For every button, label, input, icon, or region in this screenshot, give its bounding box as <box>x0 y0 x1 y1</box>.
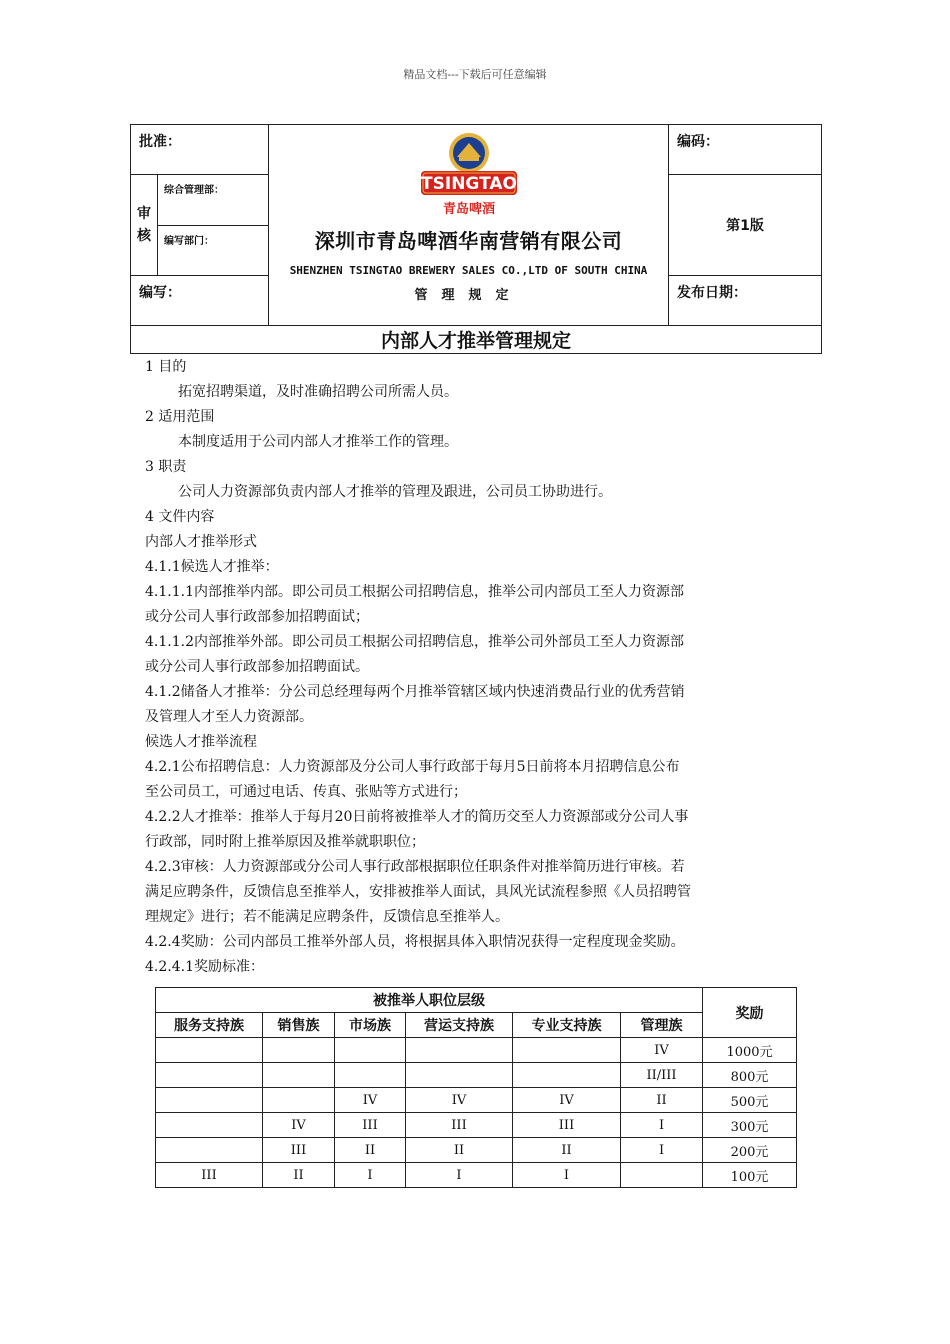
reward-amount-cell: 500元 <box>703 1088 797 1113</box>
column-header: 专业支持族 <box>513 1013 621 1038</box>
paragraph-4-2-3-b: 满足应聘条件，反馈信息至推举人，安排被推举人面试，具风光试流程参照《人员招聘管 <box>145 884 691 900</box>
regulation-label: 管理规定 <box>414 288 523 303</box>
table-row <box>156 1088 797 1113</box>
review-label: 审核 <box>131 175 158 276</box>
section-3-heading: 3 职责 <box>145 459 187 475</box>
table-cell <box>513 1063 621 1088</box>
reward-amount-cell: 100元 <box>703 1163 797 1188</box>
table-cell <box>335 1063 406 1088</box>
logo-text: TSINGTAO <box>420 174 517 194</box>
paragraph-4-1-1-2-a: 4.1.1.2内部推举外部。即公司员工根据公司招聘信息，推举公司外部员工至人力资源部 <box>145 634 684 650</box>
table-cell: IV <box>513 1088 621 1113</box>
table-cell: II <box>263 1163 335 1188</box>
table-cell: II <box>335 1138 406 1163</box>
table-row <box>156 1063 797 1088</box>
reward-amount-cell: 300元 <box>703 1113 797 1138</box>
table-row <box>156 1038 797 1063</box>
table-cell: II <box>513 1138 621 1163</box>
version-label: 第1版 <box>669 175 822 276</box>
section-4-heading: 4 文件内容 <box>145 509 215 525</box>
review-sub1: 综合管理部： <box>158 175 269 226</box>
table-cell: III <box>156 1163 263 1188</box>
table-cell <box>513 1038 621 1063</box>
table-cell <box>335 1038 406 1063</box>
table-cell: I <box>621 1113 703 1138</box>
company-name-en: SHENZHEN TSINGTAO BREWERY SALES CO.,LTD OF SOUTH CHINA <box>289 264 648 277</box>
code-label: 编码： <box>677 134 719 150</box>
table-cell: I <box>406 1163 513 1188</box>
table-cell <box>263 1063 335 1088</box>
company-name-cn: 深圳市青岛啤酒华南营销有限公司 <box>314 229 623 253</box>
publish-cell <box>669 276 822 326</box>
table-cell: I <box>621 1138 703 1163</box>
table-cell <box>156 1038 263 1063</box>
approve-label: 批准： <box>139 134 181 150</box>
table-row <box>156 1163 797 1188</box>
table-cell: II <box>406 1138 513 1163</box>
table-cell <box>406 1063 513 1088</box>
approve-cell <box>131 125 269 175</box>
table-cell: I <box>335 1163 406 1188</box>
reward-group-header: 被推举人职位层级 <box>156 988 703 1013</box>
table-cell <box>156 1088 263 1113</box>
paragraph-4-1-1-1-a: 4.1.1.1内部推举内部。即公司员工根据公司招聘信息，推举公司内部员工至人力资源部 <box>145 584 684 600</box>
column-header: 市场族 <box>335 1013 406 1038</box>
publish-label: 发布日期： <box>677 285 747 301</box>
column-header: 服务支持族 <box>156 1013 263 1038</box>
table-cell <box>156 1063 263 1088</box>
paragraph-4-2-3-c: 理规定》进行；若不能满足应聘条件，反馈信息至推举人。 <box>145 909 509 925</box>
column-header: 营运支持族 <box>406 1013 513 1038</box>
table-cell <box>406 1038 513 1063</box>
company-cell <box>269 125 669 326</box>
paragraph-process: 候选人才推举流程 <box>145 734 257 750</box>
paragraph-4-2-2-a: 4.2.2人才推举：推举人于每月20日前将被推举人才的简历交至人力资源部或分公司人事 <box>145 809 689 825</box>
section-3-text: 公司人力资源部负责内部人才推举的管理及跟进，公司员工协助进行。 <box>178 484 612 500</box>
code-cell <box>669 125 822 175</box>
table-cell: III <box>513 1113 621 1138</box>
reward-amount-cell: 200元 <box>703 1138 797 1163</box>
table-cell <box>156 1113 263 1138</box>
paragraph-4-2-1-a: 4.2.1公布招聘信息：人力资源部及分公司人事行政部于每月5日前将本月招聘信息公布 <box>145 759 680 775</box>
paragraph-4-1-2-b: 及管理人才至人力资源部。 <box>145 709 313 725</box>
table-cell <box>263 1088 335 1113</box>
table-cell: IV <box>406 1088 513 1113</box>
table-cell <box>263 1038 335 1063</box>
paragraph-4-2-4: 4.2.4奖励：公司内部员工推举外部人员，将根据具体入职情况获得一定程度现金奖励。 <box>145 934 685 950</box>
table-row <box>156 1113 797 1138</box>
tsingtao-logo-icon <box>419 131 519 219</box>
table-cell <box>621 1163 703 1188</box>
reward-header: 奖励 <box>703 988 797 1038</box>
document-body <box>145 355 810 980</box>
column-header: 管理族 <box>621 1013 703 1038</box>
table-cell <box>156 1138 263 1163</box>
review-sub2: 编写部门： <box>158 226 269 276</box>
paragraph-4-1-1-1-b: 或分公司人事行政部参加招聘面试； <box>145 609 369 625</box>
logo-cn-text: 青岛啤酒 <box>442 202 495 217</box>
section-2-text: 本制度适用于公司内部人才推举工作的管理。 <box>178 434 458 450</box>
paragraph-4-1-1-2-b: 或分公司人事行政部参加招聘面试。 <box>145 659 369 675</box>
paragraph-4-2-4-1: 4.2.4.1奖励标准： <box>145 959 264 975</box>
tsingtao-logo <box>419 131 519 219</box>
document-title: 内部人才推举管理规定 <box>131 326 822 354</box>
reward-table <box>155 987 797 1188</box>
paragraph-4-2-2-b: 行政部，同时附上推举原因及推举就职职位； <box>145 834 425 850</box>
paragraph-4-1-2-a: 4.1.2储备人才推举：分公司总经理每两个月推举管辖区域内快速消费品行业的优秀营销 <box>145 684 685 700</box>
paragraph-4-2-1-b: 至公司员工，可通过电话、传真、张贴等方式进行； <box>145 784 467 800</box>
paragraph-recommend-form: 内部人才推举形式 <box>145 534 257 550</box>
paragraph-4-2-3-a: 4.2.3审核：人力资源部或分公司人事行政部根据职位任职条件对推举简历进行审核。若 <box>145 859 685 875</box>
table-cell: II/III <box>621 1063 703 1088</box>
table-cell: III <box>335 1113 406 1138</box>
section-2-heading: 2 适用范围 <box>145 409 215 425</box>
paragraph-4-1-1: 4.1.1候选人才推举： <box>145 559 279 575</box>
document-header-table <box>130 124 822 354</box>
section-1-text: 拓宽招聘渠道，及时准确招聘公司所需人员。 <box>178 384 458 400</box>
table-row <box>156 1138 797 1163</box>
reward-amount-cell: 1000元 <box>703 1038 797 1063</box>
reward-table-body <box>156 1038 797 1188</box>
write-label: 编写： <box>139 285 181 301</box>
table-cell: II <box>621 1088 703 1113</box>
write-cell <box>131 276 269 326</box>
table-cell: IV <box>335 1088 406 1113</box>
table-cell: III <box>263 1138 335 1163</box>
section-1-heading: 1 目的 <box>145 359 187 375</box>
watermark-text: 精品文档---下载后可任意编辑 <box>403 68 547 81</box>
column-header: 销售族 <box>263 1013 335 1038</box>
table-cell: IV <box>263 1113 335 1138</box>
table-cell: III <box>406 1113 513 1138</box>
table-cell: I <box>513 1163 621 1188</box>
reward-amount-cell: 800元 <box>703 1063 797 1088</box>
table-cell: IV <box>621 1038 703 1063</box>
